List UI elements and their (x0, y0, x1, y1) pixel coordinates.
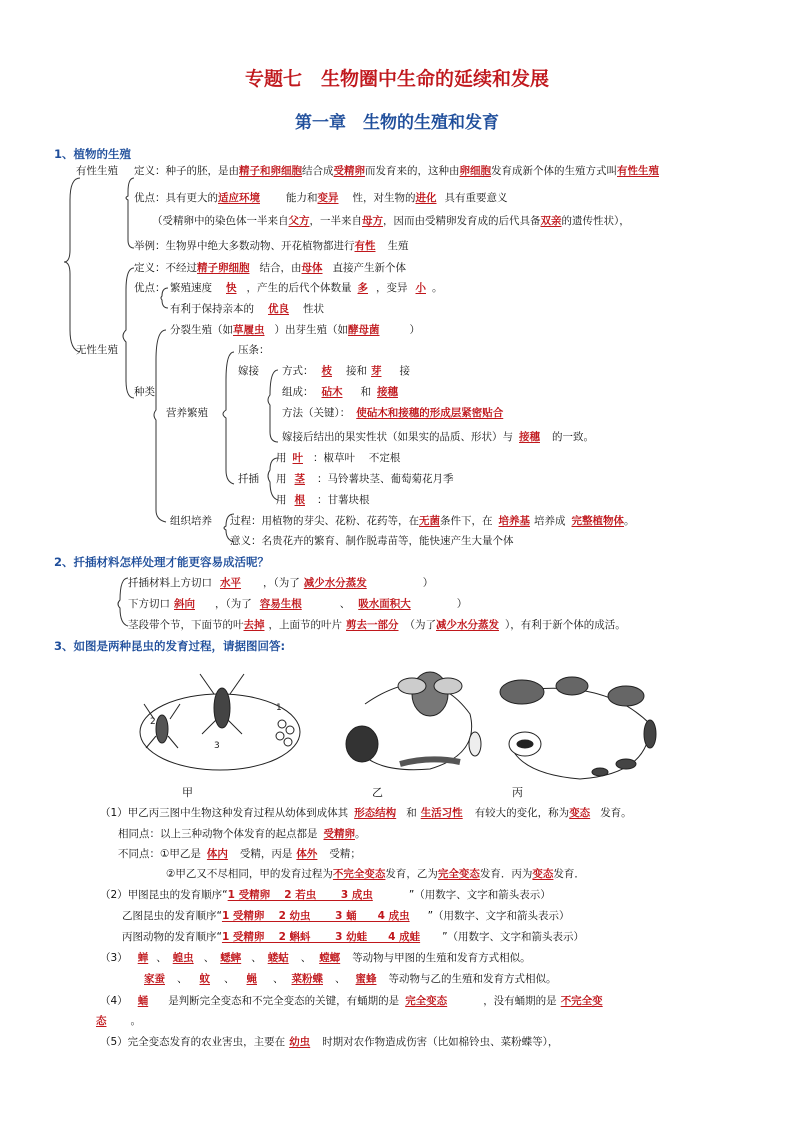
figure-label-jia: 甲 (182, 786, 193, 799)
adult-cricket-icon (200, 674, 244, 734)
fly-icon (398, 672, 462, 716)
question-3-a: （3） 蝉 、 蝗虫 、 蟋蟀 、 蝼蛄 、 螳螂 等动物与甲图的生殖和发育方式相似。 (100, 952, 531, 964)
label-asexual: 无性生殖 (76, 344, 118, 356)
sexual-advantage: 优点：具有更大的适应环境 能力和变异 性，对生物的进化 具有重要意义 (134, 192, 508, 204)
question-4-cont: 态 。 (96, 1015, 141, 1027)
asexual-kind-label: 种类 (134, 386, 155, 398)
figure-label-bing: 丙 (512, 786, 523, 799)
question-1-diff-2: ②甲乙又不尽相同，甲的发育过程为不完全变态发育，乙为完全变态发育．丙为变态发育． (166, 868, 585, 880)
question-1-diff-1: 不同点：①甲乙是 体内 受精，丙是 体外 受精； (118, 848, 361, 860)
section-heading-cutting: 2、扦插材料怎样处理才能更容易成活呢？ (54, 555, 269, 569)
cutting-bottom-cut: 下方切口 斜向 ，（为了 容易生根 、 吸水面积大 ） (128, 598, 468, 610)
asexual-adv-2: 有利于保持亲本的 优良 性状 (170, 303, 324, 315)
asexual-adv-1: 繁殖速度 快 ，产生的后代个体数量 多 ，变异 小 。 (170, 282, 443, 294)
tissue-process: 过程：用植物的芽尖、花粉、花药等，在无菌条件下，在 培养基 培养成 完整植物体。 (230, 515, 635, 527)
label-sexual: 有性生殖 (76, 165, 118, 177)
asexual-adv-label: 优点： (134, 282, 166, 294)
svg-text:2: 2 (150, 717, 156, 727)
layering: 压条： (238, 344, 270, 356)
sexual-definition: 定义：种子的胚，是由精子和卵细胞结合成受精卵而发育来的，这种由卵细胞发育成新个体的生殖方式叫有性生殖 (134, 165, 659, 177)
grafting-composition: 组成： 砧木 和 接穗 (282, 386, 398, 398)
cutting-root: 用 根 ：甘薯块根 (276, 494, 370, 506)
tissue-significance: 意义：名贵花卉的繁育、制作脱毒苗等，能快速产生大量个体 (230, 535, 514, 547)
page-title: 专题七 生物圈中生命的延续和发展 (244, 68, 549, 90)
figure-label-yi: 乙 (372, 786, 383, 799)
cutting-stem: 用 茎 ：马铃薯块茎、葡萄菊花月季 (276, 473, 454, 485)
cutting-leaf: 用 叶 ：椒草叶 不定根 (276, 452, 401, 464)
cutting-stem-node: 茎段带个节，下面节的叶去掉 ，上面节的叶片 剪去一部分 （为了减少水分蒸发 ），有利于新个体的成活。 (128, 619, 626, 631)
question-1: （1）甲乙丙三图中生物这种发育过程从幼体到成体其 形态结构 和 生活习性 有较大的变化，称为变态 发育。 (100, 807, 632, 819)
figure-jia-cycle (140, 674, 300, 770)
question-2-bing: 丙图动物的发育顺序“1 受精卵 2 蝌蚪 3 幼蛙 4 成蛙 ”（用数字、文字和箭头表示） (122, 931, 585, 943)
frog-icon (500, 677, 644, 706)
svg-text:1: 1 (276, 703, 282, 713)
tissue-label: 组织培养 (170, 515, 212, 527)
development-figures (130, 664, 680, 784)
pupa-icon (346, 726, 378, 762)
cutting-label: 扦插 (238, 473, 259, 485)
larva-icon (400, 759, 460, 764)
question-2-jia: （2）甲图昆虫的发育顺序“1 受精卵 2 若虫 3 成虫 ”（用数字、文字和箭头表示） (100, 889, 551, 901)
figure-bing-cycle (500, 677, 656, 779)
grafting-method: 方式： 枝 接和 芽 接 (282, 365, 410, 377)
grafting-result: 嫁接后结出的果实性状（如果实的品质、形状）与 接穗 的一致。 (282, 431, 594, 443)
sexual-note: （受精卵中的染色体一半来自父方，一半来自母方，因而由受精卵发育成的后代具备双亲的遗传性状）， (152, 215, 630, 227)
vegetative-label: 营养繁殖 (166, 407, 208, 419)
sexual-example: 举例：生物界中绝大多数动物、开花植物都进行有性 生殖 (134, 240, 409, 252)
question-1-same: 相同点：以上三种动物个体发育的起点都是 受精卵。 (118, 828, 366, 840)
frog-egg-icon (509, 732, 541, 756)
asexual-definition: 定义：不经过精子卵细胞 结合，由母体 直接产生新个体 (134, 262, 406, 274)
grafting-key: 方法（关键）： 使砧木和接穗的形成层紧密贴合 (282, 407, 504, 419)
section-heading-insects: 3、如图是两种昆虫的发育过程，请据图回答: (54, 639, 286, 653)
egg-icon (276, 720, 294, 746)
question-2-yi: 乙图昆虫的发育顺序“1 受精卵 2 幼虫 3 蛹 4 成虫 ”（用数字、文字和箭头表示） (122, 910, 570, 922)
section-heading-plant-reproduction: 1、植物的生殖 (54, 147, 132, 161)
question-3-b: 家蚕 、 蚊 、 蝇 、 菜粉蝶 、 蜜蜂 等动物与乙的生殖和发育方式相似。 (144, 973, 557, 985)
egg-cluster-icon (469, 732, 481, 756)
question-4: （4） 蛹 是判断完全变态和不完全变态的关键，有蛹期的是 完全变态 ，没有蛹期的是 不完全变 (100, 995, 603, 1007)
cutting-top-cut: 扦插材料上方切口 水平 ，（为了 减少水分蒸发 ） (128, 577, 434, 589)
question-5: （5）完全变态发育的农业害虫，主要在 幼虫 时期对农作物造成伤害（比如棉铃虫、菜粉蝶等）， (100, 1036, 559, 1048)
fission-budding: 分裂生殖（如草履虫 ）出芽生殖（如酵母菌 ） (170, 324, 420, 336)
svg-text:3: 3 (214, 741, 220, 751)
tadpole-icon (592, 720, 656, 776)
figure-yi-cycle (346, 672, 481, 770)
chapter-title: 第一章 生物的生殖和发育 (295, 113, 499, 133)
grafting-label: 嫁接 (238, 365, 259, 377)
